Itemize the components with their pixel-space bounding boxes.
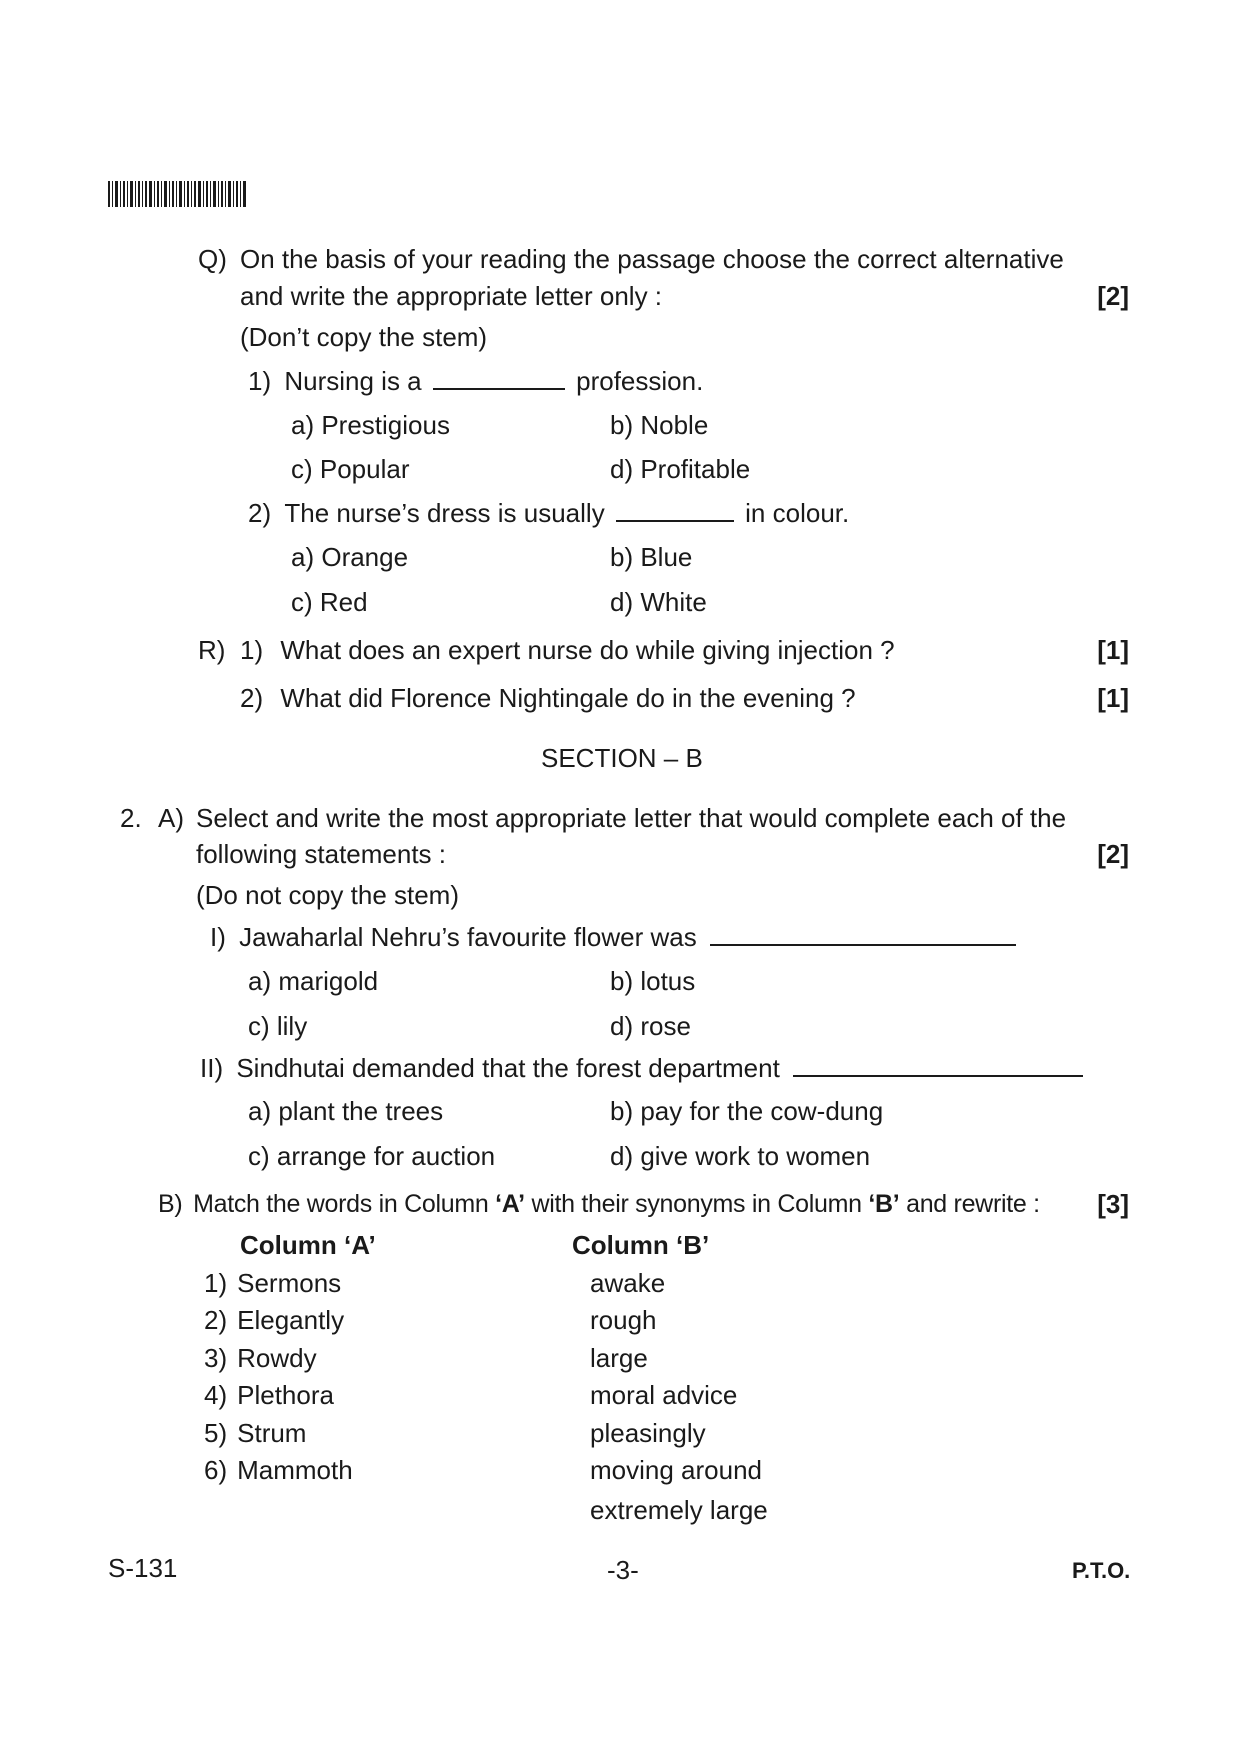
- q-item-1-option-a: a) Prestigious: [291, 410, 450, 440]
- column-b-item: awake: [590, 1268, 666, 1298]
- question-2b: [158, 1189, 1040, 1219]
- column-a-item-word: Sermons: [237, 1268, 342, 1298]
- footer-page-number: -3-: [607, 1555, 639, 1585]
- answer-blank: [616, 498, 734, 522]
- b-item-2-text: Sindhutai demanded that the forest department: [236, 1053, 780, 1083]
- question-r1-marks: [1]: [1097, 635, 1129, 665]
- column-b-item: rough: [590, 1305, 657, 1335]
- column-a-item: [204, 1418, 306, 1449]
- question-2a-marks: [2]: [1097, 839, 1129, 869]
- answer-blank: [710, 922, 1016, 946]
- q-item-2: [248, 498, 849, 529]
- question-2b-text-1: Match the words in Column: [193, 1190, 496, 1218]
- question-r2-text: What did Florence Nightingale do in the evening ?: [280, 683, 856, 713]
- question-q-instruction-line1: On the basis of your reading the passage choose the correct alternative: [240, 244, 1064, 274]
- q-item-1-option-c: c) Popular: [291, 454, 410, 484]
- question-2a-label: A): [158, 803, 184, 833]
- question-2a-line2: following statements :: [196, 839, 447, 869]
- b-item-2-option-b: b) pay for the cow-dung: [610, 1096, 884, 1126]
- barcode-icon: [108, 181, 248, 207]
- question-r1-text: What does an expert nurse do while giving injection ?: [280, 635, 895, 665]
- question-q-marks: [2]: [1097, 281, 1129, 311]
- b-item-2-number: II): [200, 1053, 224, 1083]
- question-2-number: 2.: [120, 803, 142, 833]
- b-item-1-option-d: d) rose: [610, 1011, 691, 1041]
- b-item-2-option-a: a) plant the trees: [248, 1096, 444, 1126]
- column-b-header: Column ‘B’: [572, 1230, 710, 1260]
- section-b-title: SECTION – B: [541, 743, 703, 773]
- column-b-item: pleasingly: [590, 1418, 706, 1448]
- q-item-2-option-a: a) Orange: [291, 542, 409, 572]
- column-a-header: Column ‘A’: [240, 1230, 376, 1260]
- column-a-item: [204, 1455, 353, 1486]
- q-item-1-option-b: b) Noble: [610, 410, 709, 440]
- question-2b-text-3: and rewrite :: [899, 1190, 1040, 1218]
- question-r2: [240, 683, 856, 714]
- column-a-item: [204, 1268, 341, 1299]
- b-item-2: [200, 1053, 1083, 1084]
- q-item-1-number: 1): [248, 366, 272, 396]
- q-item-2-option-b: b) Blue: [610, 542, 693, 572]
- column-b-item: moral advice: [590, 1380, 738, 1410]
- column-a-item-number: 5): [204, 1418, 228, 1448]
- b-item-2-option-c: c) arrange for auction: [248, 1141, 496, 1171]
- q-item-2-number: 2): [248, 498, 272, 528]
- question-2b-col-a: ‘A’: [495, 1190, 525, 1218]
- q-item-2-option-d: d) White: [610, 587, 707, 617]
- b-item-1-option-c: c) lily: [248, 1011, 308, 1041]
- answer-blank: [433, 366, 565, 390]
- column-a-item: [204, 1380, 334, 1411]
- column-a-item: [204, 1305, 344, 1336]
- b-item-2-option-d: d) give work to women: [610, 1141, 871, 1171]
- q-item-1: [248, 366, 703, 397]
- column-a-item: [204, 1343, 317, 1374]
- q-item-1-text-after: profession.: [576, 366, 704, 396]
- column-b-item: large: [590, 1343, 648, 1373]
- b-item-1-number: I): [210, 922, 226, 952]
- question-2b-label: B): [158, 1190, 183, 1218]
- b-item-1: [210, 922, 1016, 953]
- question-q-label: Q): [198, 244, 227, 274]
- column-a-item-number: 3): [204, 1343, 228, 1373]
- column-a-item-number: 4): [204, 1380, 228, 1410]
- q-item-2-option-c: c) Red: [291, 587, 368, 617]
- question-2b-text-2: with their synonyms in Column: [524, 1190, 869, 1218]
- column-a-item-word: Strum: [237, 1418, 307, 1448]
- column-a-item-word: Elegantly: [237, 1305, 345, 1335]
- question-r1: [240, 635, 895, 666]
- question-2b-col-b: ‘B’: [868, 1190, 900, 1218]
- question-q-instruction-line2: and write the appropriate letter only :: [240, 281, 663, 311]
- b-item-1-text: Jawaharlal Nehru’s favourite flower was: [239, 922, 697, 952]
- question-r2-marks: [1]: [1097, 683, 1129, 713]
- question-2a-line1: Select and write the most appropriate letter that would complete each of the: [196, 803, 1067, 833]
- column-a-item-number: 6): [204, 1455, 228, 1485]
- question-r2-number: 2): [240, 683, 264, 713]
- question-2a-note: (Do not copy the stem): [196, 880, 459, 910]
- column-a-item-number: 2): [204, 1305, 228, 1335]
- question-q-note: (Don’t copy the stem): [240, 322, 488, 352]
- column-a-item-number: 1): [204, 1268, 228, 1298]
- q-item-2-text-before: The nurse’s dress is usually: [284, 498, 605, 528]
- q-item-2-text-after: in colour.: [745, 498, 850, 528]
- b-item-1-option-a: a) marigold: [248, 966, 379, 996]
- q-item-1-text-before: Nursing is a: [284, 366, 422, 396]
- footer-pto: P.T.O.: [1072, 1558, 1131, 1583]
- column-a-item-word: Rowdy: [237, 1343, 317, 1373]
- q-item-1-option-d: d) Profitable: [610, 454, 751, 484]
- column-b-item: moving around: [590, 1455, 762, 1485]
- answer-blank: [793, 1053, 1083, 1077]
- b-item-1-option-b: b) lotus: [610, 966, 696, 996]
- column-a-item-word: Mammoth: [237, 1455, 353, 1485]
- column-a-item-word: Plethora: [237, 1380, 334, 1410]
- question-r1-number: 1): [240, 635, 264, 665]
- footer-paper-code: S-131: [108, 1553, 178, 1583]
- question-r-label: R): [198, 635, 226, 665]
- column-b-item: extremely large: [590, 1495, 768, 1525]
- question-2b-marks: [3]: [1097, 1189, 1129, 1219]
